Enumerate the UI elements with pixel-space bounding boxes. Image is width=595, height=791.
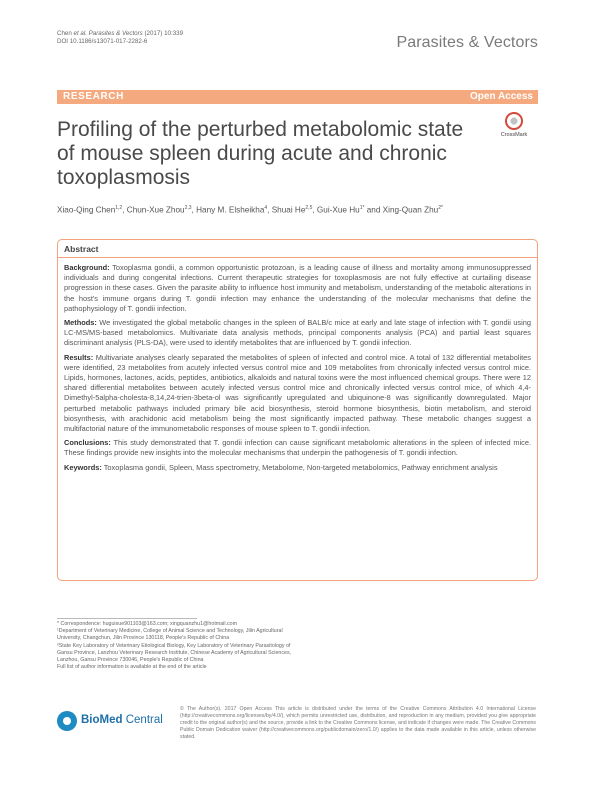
abstract-box — [57, 239, 538, 581]
author[interactable]: Hany M. Elsheikha — [196, 205, 265, 215]
author-list: Xiao-Qing Chen$^{1,2}$, Chun-Xue Zhou$^{2,3}$, Hany M. Elsheikha$^4$, Shuai He$^{2,5}$, Gui-Xue $Hu^{1*}$ and Xing-Quan Zhu$^{2*}$ — [57, 205, 443, 215]
author[interactable]: Xiao-Qing Chen — [57, 205, 116, 215]
abstract-keywords: Keywords: Toxoplasma gondii, Spleen, Mass spectrometry, Metabolome, Non-targeted metabolomics, Pathway enrichment analysis — [64, 462, 498, 472]
abstract-methods: Methods: We investigated the global metabolic changes in the spleen of BALB/c mice at early and late stage of infection with T. gondii using LC-MS/MS-based metabolomics. Multivariate data analysis methods, principal components analysis (PCA) and partial least squares discriminant analysis (PLS-DA), were used to identify metabolites that are influenced by T. gondii infection. — [64, 318, 531, 348]
more-info: Full list of author information is available at the end of the article — [57, 664, 207, 671]
author[interactable]: Xing-Quan Zhu — [382, 205, 439, 215]
affiliation-1: ¹Department of Veterinary Medicine, College of Animal Science and Technology, Jilin Agricultural University, Changchun, Jilin Province 130118, People's Republic of China — [57, 628, 283, 642]
citation — [57, 30, 183, 46]
article-title: Profiling of the perturbed metabolomic state of mouse spleen during acute and chronic toxoplasmosis — [57, 118, 464, 189]
affiliation-2: ²State Key Laboratory of Veterinary Etiological Biology, Key Laboratory of Veterinary Parasitology of Gansu Province, Lanzhou Veterinary Research Institute, Chinese Academy of Agricultural Sciences, Lanzhou, Gansu Province 730046, People's Republic of China — [57, 642, 292, 664]
crossmark-icon — [505, 112, 523, 130]
footnote-divider — [57, 618, 197, 619]
bmc-logo-icon — [57, 711, 77, 731]
crossmark-badge[interactable] — [487, 112, 541, 138]
abstract-results: Results: Multivariate analyses clearly separated the metabolites of spleen of infected and control mice. A total of 132 differential metabolites were identified, 23 metabolites from acutely infected versus control mice and 109 metabolites from chronically infected versus control mice. Lipids, hormones, lactones, acids, peptides, antibiotics, alkaloids and natural toxins were the most influenced chemical groups. There were 12 shared differential metabolites between acutely infected versus control mice and chronically infected versus control mice, of which 4,4-Dimethyl-5alpha-cholesta-8,14,24-trien-3beta-ol was significantly upregulated and ubiquinone-8 was significantly downregulated. Major perturbed metabolic pathways included primary bile acid biosynthesis, steroid hormone biosynthesis, biotin metabolism, and steroid biosynthesis, with arachidonic acid metabolism being the most significantly impacted pathway. These metabolic changes suggest a multifactorial nature of the immunometabolic responses of mouse spleen to T. gondii infection. — [64, 352, 531, 434]
author[interactable]: Shuai He — [271, 205, 306, 215]
section-band — [57, 90, 538, 104]
doi-line[interactable]: DOI 10.1186/s13071-017-2282-6 — [57, 38, 148, 45]
license-text: © The Author(s). 2017 Open Access This article is distributed under the terms of the Creative Commons Attribution 4.0 International License (http://creativecommons.org/licenses/by/4.0/), which permits unrestricted use, distribution, and reproduction in any medium, provided you give appropriate credit to the original author(s) and the source, provide a link to the Creative Commons license, and indicate if changes were made. The Creative Commons Public Domain Dedication waiver (http://creativecommons.org/publicdomain/zero/1.0/) applies to the data made available in this article, unless otherwise stated. — [180, 706, 536, 740]
biomed-central-logo[interactable]: BioMed Central — [57, 709, 177, 733]
footnotes — [57, 621, 307, 671]
author[interactable]: Gui-Xue Hu — [316, 205, 360, 215]
abstract-background: Background: Toxoplasma gondii, a common opportunistic protozoan, is a leading cause of illness and mortality among immunosuppressed individuals and during congenital infections. Current therapeutic strategies for toxoplasmosis are not fully effective at curtailing disease progression in these cases. Given the parasite ability to influence host immunity and metabolism, understanding of the metabolic alterations in the host's immune organs during T. gondii infection may enhance the understanding of the molecular mechanisms that define the pathophysiology of T. gondii infection. — [64, 263, 531, 313]
author[interactable]: Chun-Xue Zhou — [126, 205, 185, 215]
open-access-label: Open Access — [470, 91, 533, 102]
correspondence[interactable]: * Correspondence: huguixue901103@163.com; xingquanzhu1@hotmail.com — [57, 621, 237, 627]
abstract-heading: Abstract — [58, 240, 537, 258]
journal-name: Parasites & Vectors — [396, 34, 538, 51]
crossmark-label: CrossMark — [500, 132, 528, 138]
section-label: RESEARCH — [63, 91, 124, 102]
abstract-conclusions: Conclusions: This study demonstrated that T. gondii infection can cause significant metabolomic alterations in the spleen of infected mice. These findings provide new insights into the molecular mechanisms that underpin the pathogenesis of T. gondii infection. — [64, 438, 532, 458]
citation-line-1: Chen et al. Parasites & Vectors (2017) 10:339 — [57, 30, 184, 37]
